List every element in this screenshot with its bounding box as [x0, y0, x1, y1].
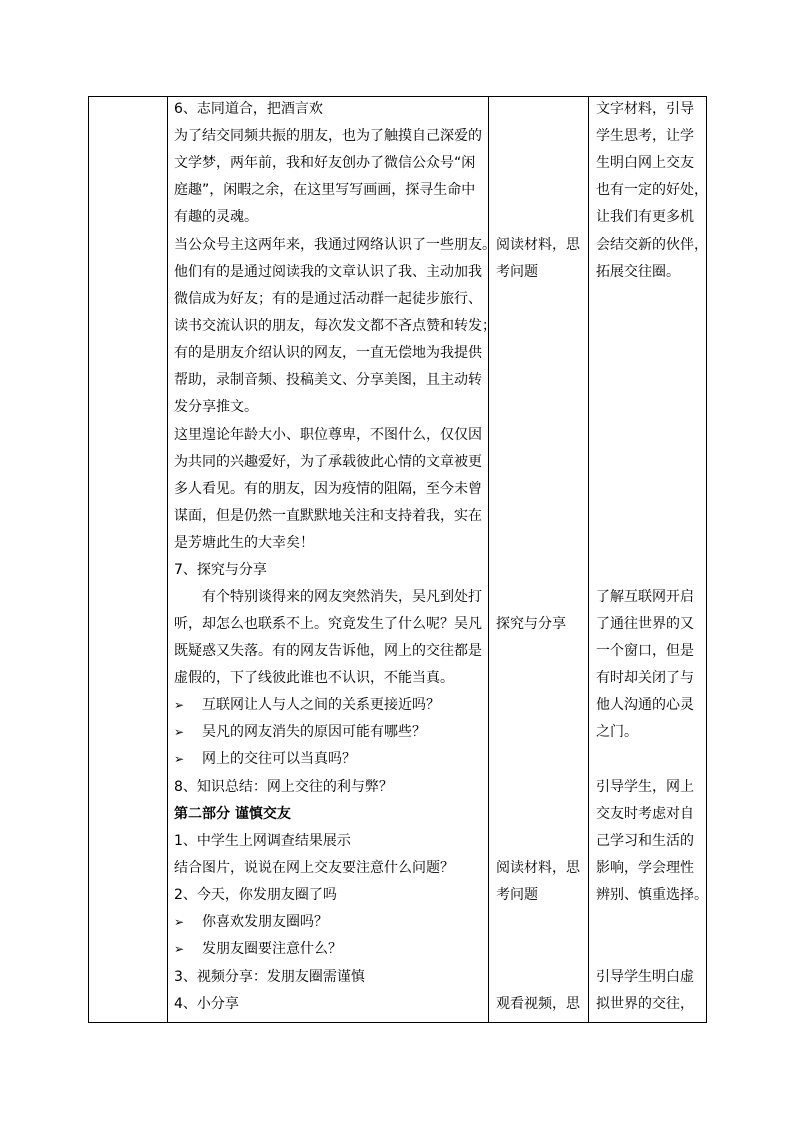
text-line: 2、今天，你发朋友圈了吗: [174, 887, 337, 903]
text-line: 为了结交同频共振的朋友，也为了触摸自己深爱的: [174, 128, 482, 144]
text-line: 文字材料，引导: [596, 101, 694, 117]
bullet-arrow-icon: ➢: [174, 698, 185, 712]
text-line: 引导学生，网上: [596, 779, 694, 795]
text-line: 吴凡的网友消失的原因可能有哪些？: [202, 724, 426, 740]
text-line: 会结交新的伙伴，: [596, 237, 708, 253]
text-line: 有时却关闭了与: [596, 670, 694, 686]
text-line: 探究与分享: [496, 616, 566, 632]
bullet-arrow-icon: ➢: [174, 752, 185, 766]
text-line: 互联网让人与人之间的关系更接近吗？: [202, 697, 440, 713]
column-divider: [167, 96, 168, 1023]
text-line: 引导学生明白虚: [596, 969, 694, 985]
text-line: 考问题: [496, 887, 538, 903]
text-line: 既疑惑又失落。有的网友告诉他，网上的交往都是: [174, 643, 482, 659]
text-line: 为共同的兴趣爱好，为了承载彼此心情的文章被更: [174, 454, 482, 470]
text-line: 虚假的，下了线彼此谁也不认识，不能当真。: [174, 670, 454, 686]
text-line: 观看视频，思: [496, 996, 580, 1012]
text-line: 听，却怎么也联系不上。究竟发生了什么呢？吴凡: [174, 616, 482, 632]
text-line: 了通往世界的又: [596, 616, 694, 632]
text-line: 帮助，录制音频、投稿美文、分享美图，且主动转: [174, 372, 482, 388]
text-line: 了解互联网开启: [596, 589, 694, 605]
text-line: 影响，学会理性: [596, 860, 694, 876]
text-line: 考问题: [496, 264, 538, 280]
text-line: 生明白网上交友: [596, 155, 694, 171]
text-line: 读书交流认识的朋友，每次发文都不吝点赞和转发；: [174, 318, 496, 334]
text-line: 1、中学生上网调查结果展示: [174, 833, 351, 849]
text-line: 当公众号主这两年来，我通过网络认识了一些朋友。: [174, 237, 496, 253]
text-line: 交友时考虑对自: [596, 806, 694, 822]
text-line: 学生思考，让学: [596, 128, 694, 144]
text-line: 之门。: [596, 724, 638, 740]
text-line: 谋面，但是仍然一直默默地关注和支持着我，实在: [174, 508, 482, 524]
text-line: 阅读材料，思: [496, 237, 580, 253]
bullet-arrow-icon: ➢: [174, 942, 185, 956]
text-line: 6、志同道合，把酒言欢: [174, 101, 323, 117]
text-line: 让我们有更多机: [596, 209, 694, 225]
text-line: 有的是朋友介绍认识的网友，一直无偿地为我提供: [174, 345, 482, 361]
text-line: 是芳塘此生的大幸矣！: [174, 535, 314, 551]
text-line: 文学梦，两年前，我和好友创办了微信公众号“闲: [174, 155, 476, 171]
text-line: 他们有的是通过阅读我的文章认识了我、主动加我: [174, 264, 482, 280]
text-line: 阅读材料，思: [496, 860, 580, 876]
text-line: 有个特别谈得来的网友突然消失，吴凡到处打: [202, 589, 482, 605]
text-line: 多人看见。有的朋友，因为疫情的阻隔，至今未曾: [174, 481, 482, 497]
text-line: 这里遑论年龄大小、职位尊卑，不图什么，仅仅因: [174, 427, 482, 443]
text-line: 第二部分 谨慎交友: [174, 806, 291, 822]
text-line: 网上的交往可以当真吗？: [202, 751, 356, 767]
text-line: 辨别、慎重选择。: [596, 887, 708, 903]
text-line: 发朋友圈要注意什么？: [202, 941, 342, 957]
text-line: 微信成为好友；有的是通过活动群一起徒步旅行、: [174, 291, 482, 307]
text-line: 你喜欢发朋友圈吗？: [202, 914, 328, 930]
text-line: 也有一定的好处，: [596, 182, 708, 198]
text-line: 发分享推文。: [174, 399, 258, 415]
bullet-arrow-icon: ➢: [174, 725, 185, 739]
text-line: 拟世界的交往，: [596, 996, 694, 1012]
text-line: 3、视频分享：发朋友圈需谨慎: [174, 969, 365, 985]
column-divider: [588, 96, 589, 1023]
text-line: 一个窗口，但是: [596, 643, 694, 659]
text-line: 拓展交往圈。: [596, 264, 680, 280]
text-line: 7、探究与分享: [174, 562, 267, 578]
bullet-arrow-icon: ➢: [174, 915, 185, 929]
text-line: 他人沟通的心灵: [596, 697, 694, 713]
text-line: 庭趣”，闲暇之余，在这里写写画画，探寻生命中: [174, 182, 476, 198]
text-line: 8、知识总结：网上交往的利与弊？: [174, 779, 393, 795]
text-line: 结合图片，说说在网上交友要注意什么问题？: [174, 860, 454, 876]
text-line: 己学习和生活的: [596, 833, 694, 849]
text-line: 4、小分享: [174, 996, 239, 1012]
text-line: 有趣的灵魂。: [174, 209, 258, 225]
